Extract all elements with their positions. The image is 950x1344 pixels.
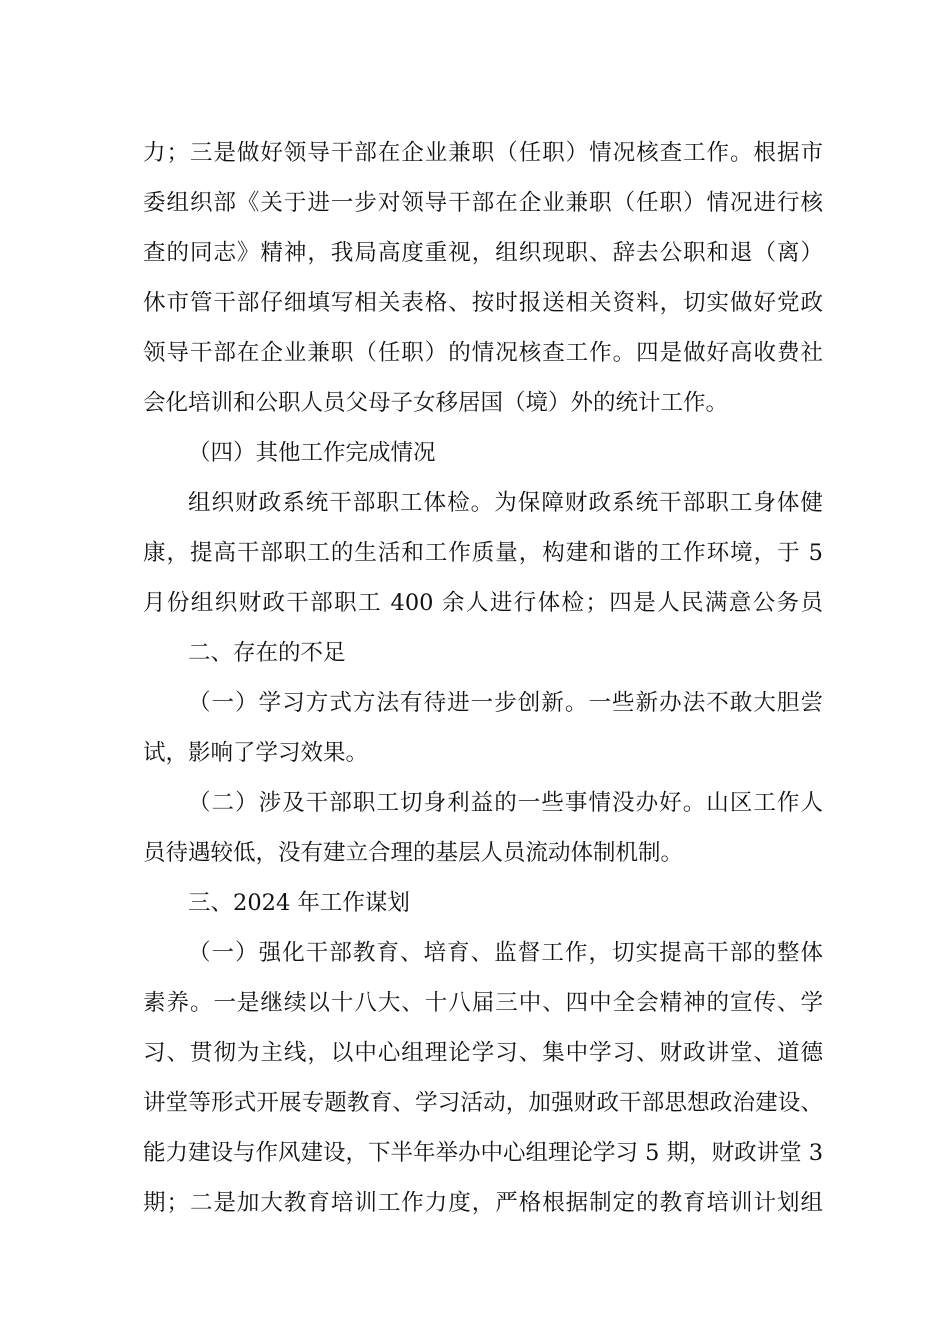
paragraph <box>143 478 823 628</box>
text-line: 素养。一是继续以十八大、十八届三中、四中全会精神的宣传、学 <box>143 990 823 1016</box>
text-line: 力；三是做好领导干部在企业兼职（任职）情况核查工作。根据市 <box>143 140 823 166</box>
text-line: （一）强化干部教育、培育、监督工作，切实提高干部的整体 <box>188 940 823 966</box>
text-line: 讲堂等形式开展专题教育、学习活动，加强财政干部思想政治建设、 <box>143 1090 823 1116</box>
text-line: 休市管干部仔细填写相关表格、按时报送相关资料，切实做好党政 <box>143 290 823 316</box>
text-line: 期；二是加大教育培训工作力度，严格根据制定的教育培训计划组 <box>143 1190 823 1216</box>
text-line: 试，影响了学习效果。 <box>143 740 369 766</box>
text-line: 领导干部在企业兼职（任职）的情况核查工作。四是做好高收费社 <box>143 340 823 366</box>
paragraph <box>143 878 823 928</box>
paragraph <box>143 678 823 778</box>
text-line: 三、2024 年工作谋划 <box>188 890 410 916</box>
text-line: 员待遇较低，没有建立合理的基层人员流动体制机制。 <box>143 840 684 866</box>
text-line: 月份组织财政干部职工 400 余人进行体检；四是人民满意公务员 <box>143 590 823 616</box>
paragraph <box>143 128 823 428</box>
text-line: （一）学习方式方法有待进一步创新。一些新办法不敢大胆尝 <box>188 690 823 716</box>
document-body <box>143 128 823 1228</box>
text-line: （二）涉及干部职工切身利益的一些事情没办好。山区工作人 <box>188 790 823 816</box>
paragraph <box>143 778 823 878</box>
text-line: 康，提高干部职工的生活和工作质量，构建和谐的工作环境，于 5 <box>143 540 823 566</box>
text-line: （四）其他工作完成情况 <box>188 440 436 466</box>
text-line: 查的同志》精神，我局高度重视，组织现职、辞去公职和退（离） <box>143 240 823 266</box>
text-line: 会化培训和公职人员父母子女移居国（境）外的统计工作。 <box>143 390 729 416</box>
text-line: 习、贯彻为主线，以中心组理论学习、集中学习、财政讲堂、道德 <box>143 1040 823 1066</box>
paragraph <box>143 928 823 1228</box>
text-line: 二、存在的不足 <box>188 640 346 666</box>
text-line: 委组织部《关于进一步对领导干部在企业兼职（任职）情况进行核 <box>143 190 823 216</box>
paragraph <box>143 428 823 478</box>
paragraph <box>143 628 823 678</box>
text-line: 组织财政系统干部职工体检。为保障财政系统干部职工身体健 <box>188 490 823 516</box>
text-line: 能力建设与作风建设，下半年举办中心组理论学习 5 期，财政讲堂 3 <box>143 1140 824 1166</box>
